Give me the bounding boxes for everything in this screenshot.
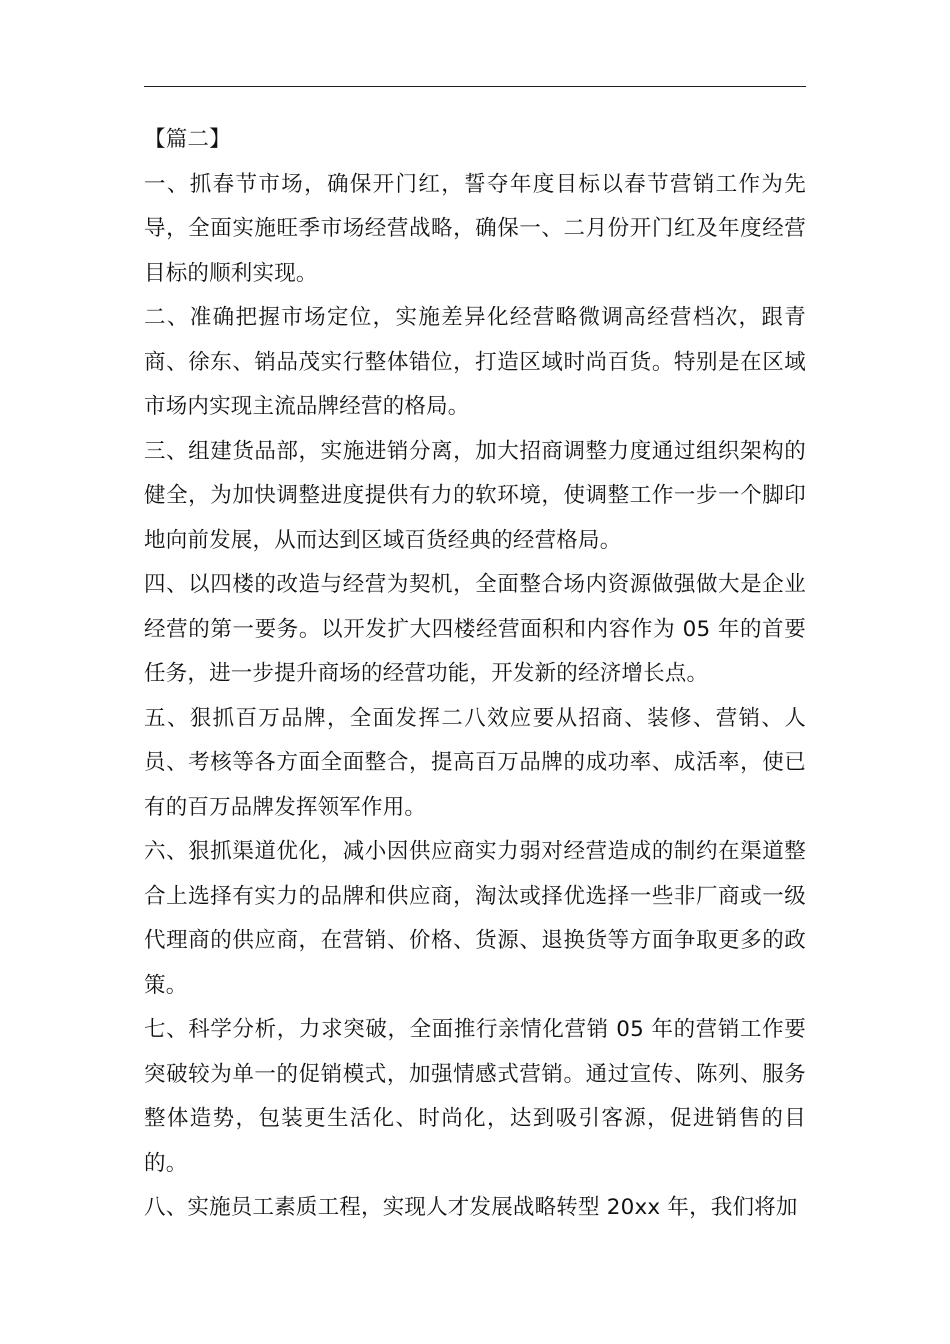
paragraph-7: 七、科学分析，力求突破，全面推行亲情化营销 05 年的营销工作要突破较为单一的促销模式，加强情感式营销。通过宣传、陈列、服务整体造势，包装更生活化、时尚化，达到吸引客源，促进销售的目的。	[144, 1017, 806, 1176]
header-rule	[144, 86, 806, 87]
paragraph-3: 三、组建货品部，实施进销分离，加大招商调整力度通过组织架构的健全，为加快调整进度提供有力的软环境，使调整工作一步一个脚印地向前发展，从而达到区域百货经典的经营格局。	[144, 438, 806, 553]
section-heading: 【篇二】	[144, 127, 231, 152]
paragraph-1: 一、抓春节市场，确保开门红，誓夺年度目标以春节营销工作为先导，全面实施旺季市场经营战略，确保一、二月份开门红及年度经营目标的顺利实现。	[144, 171, 806, 286]
paragraph-6: 六、狠抓渠道优化，减小因供应商实力弱对经营造成的制约在渠道整合上选择有实力的品牌和供应商，淘汰或择优选择一些非厂商或一级代理商的供应商，在营销、价格、货源、退换货等方面争取更多的政策。	[144, 839, 806, 998]
document-body	[144, 118, 806, 1231]
paragraph-8: 八、实施员工素质工程，实现人才发展战略转型 20xx 年，我们将加	[144, 1195, 798, 1220]
paragraph-4: 四、以四楼的改造与经营为契机，全面整合场内资源做强做大是企业经营的第一要务。以开发扩大四楼经营面积和内容作为 05 年的首要任务，进一步提升商场的经营功能，开发新的经济增长点。	[144, 572, 806, 686]
paragraph-2: 二、准确把握市场定位，实施差异化经营略微调高经营档次，跟青商、徐东、销品茂实行整体错位，打造区域时尚百货。特别是在区域市场内实现主流品牌经营的格局。	[144, 305, 806, 419]
paragraph-5: 五、狠抓百万品牌，全面发挥二八效应要从招商、装修、营销、人员、考核等各方面全面整合，提高百万品牌的成功率、成活率，使已有的百万品牌发挥领军作用。	[144, 705, 806, 820]
